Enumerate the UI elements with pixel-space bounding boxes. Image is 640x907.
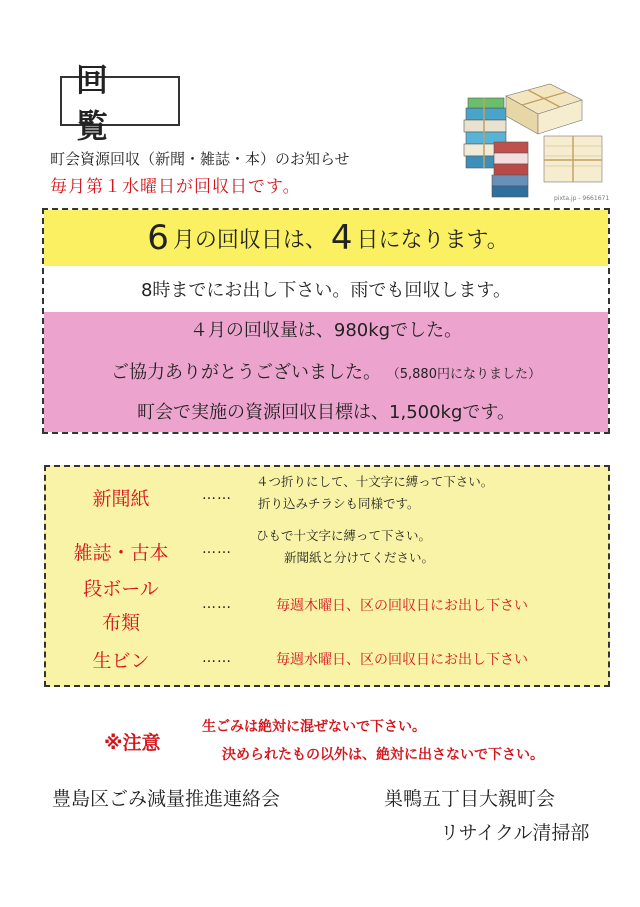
collection-target: 町会で実施の資源回収目標は、1,500kgです。 xyxy=(137,402,515,423)
cardboard-desc: 毎週木曜日、区の回収日にお出し下さい xyxy=(276,598,528,614)
category-magazines: 雑誌・古本 xyxy=(73,542,169,564)
category-dots: …… xyxy=(202,650,232,666)
magazines-desc-2: 新聞紙と分けてください。 xyxy=(284,550,435,565)
attention-line-2: 決められたもの以外は、絶対に出さないで下さい。 xyxy=(222,747,544,763)
red-books-icon xyxy=(492,142,528,197)
newspaper-desc-2: 折り込みチラシも同様です。 xyxy=(258,496,420,511)
newspaper-desc-1: ４つ折りにして、十文字に縛って下さい。 xyxy=(256,474,494,489)
category-dots: …… xyxy=(202,596,232,612)
thanks-line xyxy=(44,358,608,384)
attention-line-1: 生ごみは絶対に混ぜないで下さい。 xyxy=(202,719,426,735)
category-bottles: 生ビン xyxy=(92,650,150,672)
collection-day: 4 xyxy=(330,218,353,258)
kairan-title: 回 覧 xyxy=(60,76,180,126)
category-dots: …… xyxy=(202,541,232,557)
thanks-text: ご協力ありがとうございました。 xyxy=(111,362,382,383)
category-dots: …… xyxy=(202,487,232,503)
footer-council: 豊島区ごみ減量推進連絡会 xyxy=(52,788,281,810)
footer-department: リサイクル清掃部 xyxy=(440,822,590,844)
time-notice: 8時までにお出し下さい。雨でも回収します。 xyxy=(140,280,511,301)
attention-label: ※注意 xyxy=(104,732,161,754)
april-amount: ４月の回収量は、980kgでした。 xyxy=(189,320,463,341)
footer-neighborhood: 巣鴨五丁目大親町会 xyxy=(384,788,556,810)
newspaper-bundle-icon xyxy=(506,84,582,134)
magazines-desc-1: ひもで十文字に縛って下さい。 xyxy=(256,528,432,543)
collection-date-line xyxy=(44,210,608,266)
bottles-desc: 毎週水曜日、区の回収日にお出し下さい xyxy=(276,652,528,668)
collection-end-text: 日になります。 xyxy=(356,227,509,253)
illustration-caption: pixta.jp - 9661671 xyxy=(554,195,610,202)
collection-mid-text: 月の回収日は、 xyxy=(172,227,327,253)
notice-subtitle: 町会資源回収（新聞・雑誌・本）のお知らせ xyxy=(50,150,350,168)
category-newspaper: 新聞紙 xyxy=(92,488,150,510)
category-cloth: 布類 xyxy=(101,612,140,634)
category-cardboard: 段ボール xyxy=(83,578,159,600)
paper-stack-icon xyxy=(544,136,602,182)
paper-bundles-illustration xyxy=(458,78,606,206)
thanks-note: （5,880円になりました） xyxy=(386,367,541,382)
monthly-collection-notice: 毎月第１水曜日が回収日です。 xyxy=(50,177,301,197)
collection-month: 6 xyxy=(147,218,169,258)
